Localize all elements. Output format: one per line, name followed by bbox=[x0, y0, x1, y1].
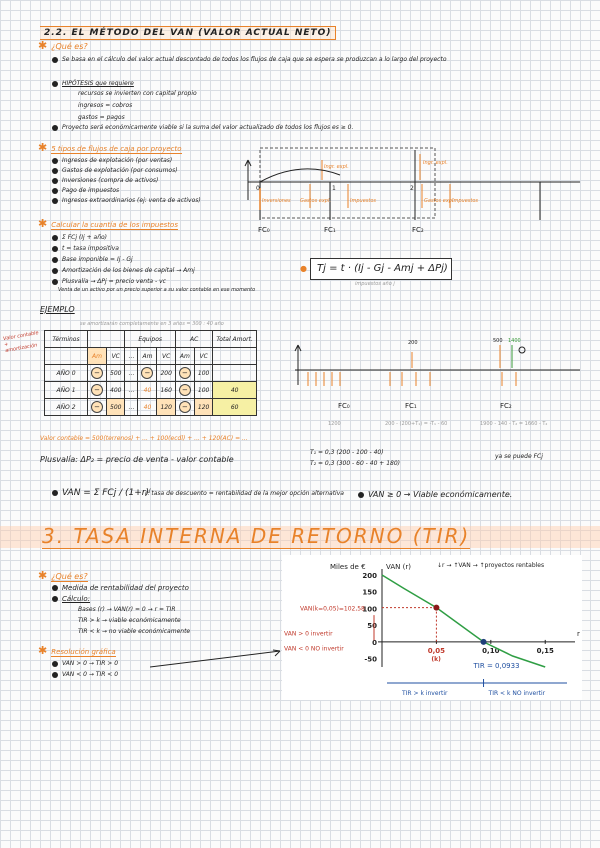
table-row: AÑO 0 − 500 … − 200 − 100 bbox=[45, 365, 257, 382]
th bbox=[88, 331, 125, 348]
label-impuestos-2: Impuestos bbox=[452, 198, 478, 204]
tipo-item: Gastos de explotación (por consumos) bbox=[52, 167, 252, 175]
van-curve bbox=[382, 575, 545, 667]
label-ingresos-2: Ingr. expl. bbox=[423, 160, 448, 166]
ex-fc0-value: 1200 bbox=[328, 421, 341, 427]
tax-formula-box bbox=[310, 258, 452, 280]
y-tick-label: 100 bbox=[362, 605, 377, 614]
label-inversiones: Inversiones bbox=[262, 198, 291, 204]
ejemplo-heading: EJEMPLO bbox=[40, 305, 75, 314]
tick-1: 1 bbox=[332, 185, 336, 192]
table-row: AÑO 2 − 500 … 40 120 − 120 60 bbox=[45, 399, 257, 416]
tipo-item: Pago de impuestos bbox=[52, 187, 252, 195]
x-tick-label: 0,05 bbox=[427, 646, 446, 655]
example-table: Términos Equipos AC Total Amort. Am VC … Am VC Am VC AÑO 0 − 500 … − 200 − 100 AÑO 1 − 400 … 40 160 − 100 40 AÑO 2 − 500 … 40 120 − 120 60 bbox=[44, 330, 257, 416]
tipos-list bbox=[52, 157, 252, 205]
tir-que-es: ✱ ¿Qué es? bbox=[38, 569, 88, 582]
ex-fc2-label: FC₂ bbox=[500, 402, 512, 410]
venta-note: Venta de un activo por un precio superior a su valor contable en ese momento bbox=[58, 287, 256, 293]
highlight-point bbox=[433, 605, 439, 611]
side-label: Valor contable + amortización bbox=[2, 330, 40, 354]
tir-point bbox=[481, 639, 487, 645]
tir-chart-container bbox=[282, 555, 582, 700]
tipo-item: Inversiones (compra de activos) bbox=[52, 177, 252, 185]
valor-contable-line: Valor contable = 500(terrenos) + ... + 100(ecdl) + ... + 120(AC) = ... bbox=[40, 435, 248, 442]
label-gastos-2: Gastos expl. bbox=[424, 198, 455, 204]
viability-note: Proyecto será económicamente viable si la suma del valor actualizado de todos los flujos es ≥ 0. bbox=[52, 124, 592, 132]
ex-fc1-calc: 200 - (200+T₁) = -T₁ - 60 bbox=[385, 421, 448, 427]
section-3-title: 3. TASA INTERNA DE RETORNO (TIR) bbox=[42, 524, 471, 548]
tax-formula: Tj = t · (Ij - Gj - Amj + ΔPj) bbox=[317, 263, 448, 274]
th: AC bbox=[175, 331, 212, 348]
t2-calc: T₂ = 0,3 (300 - 60 - 40 + 180) bbox=[310, 460, 401, 467]
value-1400: 1400 bbox=[508, 338, 521, 344]
bullet-icon bbox=[52, 57, 58, 63]
value-500: 500 bbox=[493, 338, 503, 344]
fc1-label: FC₁ bbox=[324, 226, 336, 234]
y-tick-label: 50 bbox=[367, 622, 377, 631]
label-ingresos: Ingr. expl. bbox=[324, 164, 349, 170]
x-axis-label: r bbox=[577, 629, 580, 638]
formula-note: impuestos año j bbox=[355, 281, 395, 287]
arrow-to-chart bbox=[150, 645, 290, 675]
tir-gt-label: TIR > k invertir bbox=[402, 690, 448, 697]
bullet-icon bbox=[52, 125, 58, 131]
t1-calc: T₁ = 0,3 (200 - 100 - 40) bbox=[310, 449, 384, 456]
y-tick-label: 150 bbox=[362, 588, 377, 597]
van-definition: Se basa en el cálculo del valor actual descontado de todos los flujos de caja que se espera se produzcan a lo largo del proyecto bbox=[52, 56, 592, 64]
van-pos-label: VAN > 0 invertir bbox=[284, 630, 333, 638]
hip-item: recursos se invierten con capital propio bbox=[78, 90, 197, 97]
annot-top: ↓r → ↑VAN → ↑proyectos rentables bbox=[437, 562, 545, 569]
ejemplo-note: se amortizarán completamente en 3 años = 300 : 40 año bbox=[80, 321, 224, 327]
plusvalia-line: Plusvalía: ΔP₂ = precio de venta - valor contable bbox=[40, 455, 234, 464]
section-22-title: 2.2. EL MÉTODO DEL VAN (VALOR ACTUAL NETO) bbox=[40, 26, 336, 40]
y-tick-label: 200 bbox=[362, 572, 377, 580]
que-es-heading: ✱ ¿Qué es? bbox=[38, 39, 88, 52]
y-tick-label: -50 bbox=[364, 655, 377, 664]
th: Términos bbox=[45, 331, 88, 348]
th: Total Amort. bbox=[213, 331, 257, 348]
value-200: 200 bbox=[408, 340, 418, 346]
th: Equipos bbox=[125, 331, 175, 348]
tir-lt-label: TIR < k NO invertir bbox=[488, 690, 546, 697]
highlight-label: VAN(k=0,05)=102,58 bbox=[300, 605, 365, 613]
k-label: (k) bbox=[431, 655, 441, 663]
bullet-icon bbox=[52, 81, 58, 87]
fc2-label: FC₂ bbox=[412, 226, 424, 234]
asterisk-icon: ✱ bbox=[38, 644, 48, 657]
asterisk-icon: ✱ bbox=[38, 569, 48, 582]
van-neg-label: VAN < 0 NO invertir bbox=[284, 645, 344, 653]
asterisk-icon: ✱ bbox=[38, 39, 48, 52]
tir-label: TIR = 0,0933 bbox=[473, 661, 520, 670]
table-row: AÑO 1 − 400 … 40 160 − 100 40 bbox=[45, 382, 257, 399]
resolucion-heading: ✱ Resolución gráfica bbox=[38, 644, 116, 657]
cashflow-diagram bbox=[240, 140, 590, 240]
label-impuestos: Impuestos bbox=[350, 198, 376, 204]
calcular-heading: ✱ Calcular la cuantía de los impuestos bbox=[38, 217, 178, 230]
tir-calc-list: Bases (r) → VAN(r) = 0 → r = TIR TIR > k → viable económicamente TIR < k → no viable económicamente bbox=[78, 606, 191, 635]
tick-2: 2 bbox=[410, 185, 414, 192]
tipo-item: Ingresos de explotación (por ventas) bbox=[52, 157, 252, 165]
example-cashflow-diagram bbox=[290, 330, 590, 440]
ex-fc0-label: FC₀ bbox=[338, 402, 350, 410]
asterisk-icon: ✱ bbox=[38, 141, 48, 154]
tir-chart bbox=[282, 555, 582, 700]
hipotesis-block: HIPÓTESIS que requiere recursos se invierten con capital propio ingresos = cobros gastos = pagos bbox=[52, 80, 352, 122]
t-note: ya se puede FCj bbox=[495, 453, 543, 460]
van-formula: VAN = Σ FCj / (1+r)ʲ bbox=[52, 488, 151, 498]
section-22-header bbox=[40, 20, 340, 39]
resolucion-list: VAN > 0 → TIR > 0 VAN < 0 → TIR < 0 bbox=[52, 660, 252, 679]
tick-0: 0 bbox=[256, 185, 260, 192]
x-tick-label: 0,15 bbox=[536, 646, 554, 655]
tir-items: Medida de rentabilidad del proyecto Cálculo: bbox=[52, 584, 272, 604]
asterisk-icon: ✱ bbox=[38, 217, 48, 230]
y-tick-label: 0 bbox=[372, 638, 377, 647]
label-gastos: Gastos expl. bbox=[300, 198, 331, 204]
fc0-label: FC₀ bbox=[258, 226, 270, 234]
calcular-list: Σ FCj (Ij + año) t = tasa impositiva Base imponible = Ij - Gj Amortización de los bienes de capital → Amj Plusvalía → ΔPj = precio venta - vc bbox=[52, 234, 302, 286]
tipo-item: Ingresos extraordinarios (ej: venta de activos) bbox=[52, 197, 252, 205]
ex-fc2-calc: 1900 - 140 - T₂ = 1660 - T₂ bbox=[480, 421, 548, 427]
ex-fc1-label: FC₁ bbox=[405, 402, 417, 410]
tipos-heading: ✱ 5 tipos de flujos de caja por proyecto bbox=[38, 141, 182, 154]
van-r-note: r: tasa de descuento = rentabilidad de la mejor opción alternativa bbox=[145, 490, 344, 497]
x-tick-label: 0,10 bbox=[482, 646, 500, 655]
y-axis-label: Miles de € bbox=[330, 563, 366, 571]
formula-bullet-icon: ● bbox=[300, 264, 307, 273]
hip-item: gastos = pagos bbox=[78, 114, 125, 121]
series-label: VAN (r) bbox=[386, 563, 411, 571]
hip-item: ingresos = cobros bbox=[78, 102, 133, 109]
van-rule: VAN ≥ 0 → Viable económicamente. bbox=[358, 490, 512, 499]
